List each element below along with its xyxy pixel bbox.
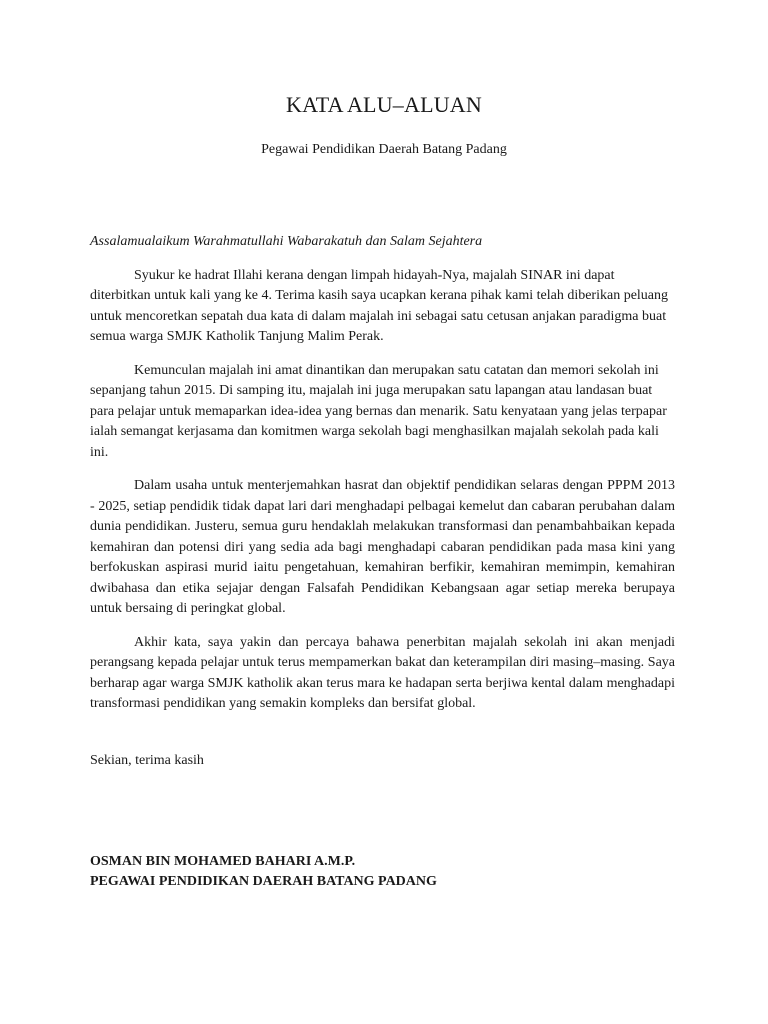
paragraph-3: Dalam usaha untuk menterjemahkan hasrat dan objektif pendidikan selaras dengan PPPM 2013 - 2025, setiap pendidik tidak dapat lari dari menghadapi pelbagai kemelut dan cabaran perubahan dalam dunia pendidikan. Justeru, semua guru hendaklah melakukan transformasi dan penambahbaikan kepada kemahiran dan potensi diri yang sedia ada bagi menghadapi cabaran pendidikan pada masa kini yang berfokuskan aspirasi murid iaitu pengetahuan, kemahiran berfikir, kemahiran memimpin, kemahiran dwibahasa dan etika sejajar dengan Falsafah Pendidikan Kebangsaan agar setiap mereka berupaya untuk bersaing di peringkat global.: [90, 478, 675, 616]
signature-position: PEGAWAI PENDIDIKAN DAERAH BATANG PADANG: [90, 874, 437, 889]
greeting: Assalamualaikum Warahmatullahi Wabarakatuh dan Salam Sejahtera: [90, 234, 483, 249]
closing-line: Sekian, terima kasih: [90, 752, 204, 768]
signature-name: OSMAN BIN MOHAMED BAHARI A.M.P.: [90, 854, 356, 869]
paragraph-2: Kemunculan majalah ini amat dinantikan dan merupakan satu catatan dan memori sekolah ini sepanjang tahun 2015. Di samping itu, majalah ini juga merupakan satu lapangan atau landasan buat para pelajar untuk memaparkan idea-idea yang bernas dan menarik. Satu kenyataan yang jelas terpapar ialah semangat kerjasama dan komitmen warga sekolah bagi menghasilkan majalah sekolah pada kali ini.: [90, 362, 667, 460]
signature-block: [90, 852, 437, 892]
page-subtitle: Pegawai Pendidikan Daerah Batang Padang: [261, 142, 507, 157]
document-body: [90, 232, 675, 771]
page-title: KATA ALU–ALUAN: [286, 92, 482, 117]
paragraph-4: Akhir kata, saya yakin dan percaya bahawa penerbitan majalah sekolah ini akan menjadi perangsang kepada pelajar untuk terus mempamerkan bakat dan keterampilan diri masing–masing. Saya berharap agar warga SMJK katholik akan terus mara ke hadapan serta berjiwa kental dalam menghadapi transformasi pendidikan yang semakin kompleks dan bersifat global.: [90, 634, 675, 711]
paragraph-1: Syukur ke hadrat Illahi kerana dengan limpah hidayah-Nya, majalah SINAR ini dapat diterbitkan untuk kali yang ke 4. Terima kasih saya ucapkan kerana pihak kami telah diberikan peluang untuk mencoretkan sepatah dua kata di dalam majalah ini sebagai satu cetusan anjakan paradigma buat semua warga SMJK Katholik Tanjung Malim Perak.: [90, 267, 669, 344]
